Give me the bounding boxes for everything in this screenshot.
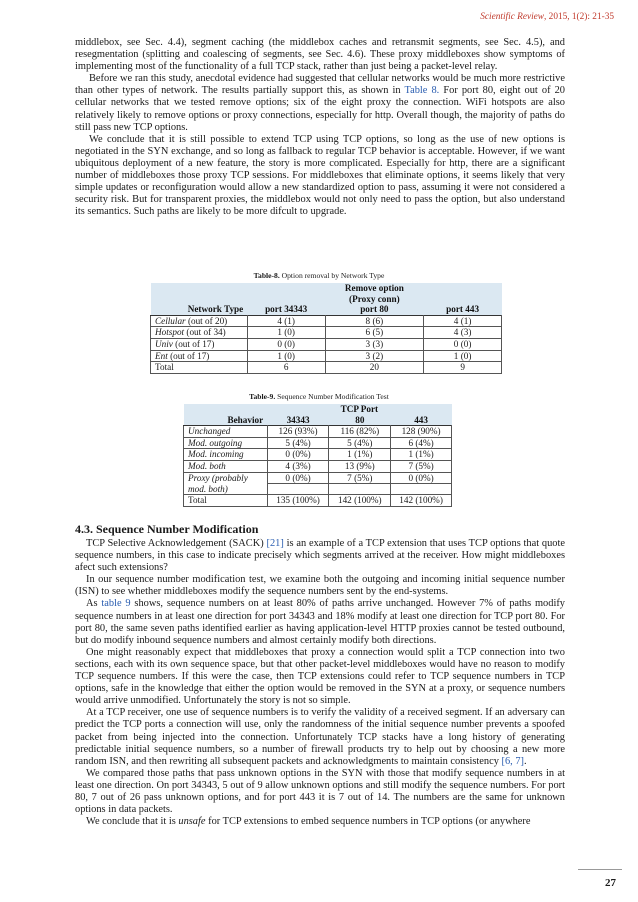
row-note: (out of 20) [187,315,228,326]
col-header-behavior: Behavior [184,415,268,426]
cell: 1 (0) [247,350,325,362]
caption-label: Table-8. [253,271,280,280]
table-row [151,315,502,327]
cell: 4 (3) [424,327,502,339]
table-header-row [151,283,502,294]
section-text-block [75,538,565,828]
cell: 7 (5%) [391,460,452,472]
cell: 1 (0) [247,327,325,339]
cell: 1 (1%) [329,449,391,461]
table-9-caption [0,392,638,401]
cell: 0 (0%) [267,449,329,461]
table-row [184,437,452,449]
table-row [151,338,502,350]
paragraph: middlebox, see Sec. 4.4), segment caching (the middlebox caches and retransmit segments, see Sec. 4.5), and resegmentation (splitting and coalescing of segments, see Sec. 4.6). These proxy middleboxes show symptoms of implementing most of the functionality of a full TCP stack, rather than just being a packet-level relay. [75,37,565,73]
paragraph [75,816,565,828]
col-header-network-type: Network Type [151,304,248,315]
col-header-port-80: port 80 [325,304,424,315]
row-label: Univ [155,338,173,349]
paragraph-text: We conclude that it is [86,816,176,828]
paragraph: We conclude that it is still possible to extend TCP using TCP options, so long as the use of new options is negotiated in the SYN exchange, and so long as fallback to regular TCP behavior is acceptable. However, if we want ubiquitous deployment of a new feature, the story is more complicated. Especially for http, there are a significant number of middleboxes those proxy TCP sessions. For middleboxes that eliminate options, it seems likely that very simple updates or reconfiguration would allow a new standardized option to pass, assuming it were not considered a security risk. But for transparent proxies, the middlebox would not only need to pass the option, but also understand its semantics. Such paths are likely to be more difcult to upgrade. [75,133,565,218]
cell: 128 (90%) [391,426,452,438]
caption-text: Option removal by Network Type [281,271,385,280]
cell: 4 (3%) [267,460,329,472]
cell: 5 (4%) [267,437,329,449]
row-note: (out of 34) [186,327,226,338]
caption-text: Sequence Number Modification Test [277,392,389,401]
col-header-80: 80 [329,415,391,426]
cell: 6 [247,362,325,374]
table-8 [150,283,502,374]
table-row [184,449,452,461]
col-header-port-443: port 443 [424,304,502,315]
row-label: Hotspot [155,327,185,338]
group-header: (Proxy conn) [325,294,424,305]
table-total-row [151,362,502,374]
paragraph [75,538,565,574]
paragraph: In our sequence number modification test, we examine both the outgoing and incoming initial sequence number (ISN) to see whether middleboxes modify the sequence numbers sent by the end-systems. [75,574,565,598]
row-label: Mod. incoming [184,449,268,461]
cell: 142 (100%) [391,495,452,507]
row-note: (out of 17) [170,350,210,361]
paragraph: One might reasonably expect that middleboxes that proxy a connection would split a TCP connection into two sections, each with its own sequence space, but that other packet-level middleboxes would have no reason to modify TCP sequence numbers. If this were the case, then TCP extensions could refer to TCP sequence numbers in TCP options, safe in the knowledge that either the option would be removed in the SYN at a proxy, or sequence numbers would arrive unmodified. Unfortunately the story is not so simple. [75,646,565,707]
paragraph-text: . [524,755,527,767]
row-label: Total [184,495,268,507]
table-row [151,327,502,339]
cell: 4 (1) [247,315,325,327]
paragraph [75,73,565,133]
cell: 20 [325,362,424,374]
cell: 135 (100%) [267,495,329,507]
row-label-continued: mod. both) [184,484,268,495]
caption-label: Table-9. [249,392,276,401]
table-row [184,484,452,495]
footer-rule [578,869,622,870]
row-label: Unchanged [184,426,268,438]
table-header-row [151,304,502,315]
paragraph [75,707,565,767]
row-label: Ent [155,350,168,361]
cell: 5 (4%) [329,437,391,449]
cell: 3 (2) [325,350,424,362]
cell: 8 (6) [325,315,424,327]
page-number: 27 [605,877,616,889]
emphasis: unsafe [178,816,206,828]
group-header: Remove option [325,283,424,294]
cell: 9 [424,362,502,374]
col-header-port-34343: port 34343 [247,304,325,315]
paragraph-text: is an example of a TCP extension that uses TCP options that quote sequence numbers, in this case to indicate precisely which segments arrived at the receiver. How might middleboxes afect such extensions? [75,538,566,574]
table-header-row [151,294,502,305]
cell: 6 (4%) [391,437,452,449]
table-8-caption [0,271,638,280]
cell: 4 (1) [424,315,502,327]
cell: 142 (100%) [329,495,391,507]
table-row [184,460,452,472]
running-header [480,12,614,22]
cell: 6 (5) [325,327,424,339]
paragraph: We compared those paths that pass unknown options in the SYN with those that modify sequence numbers in at least one direction. On port 34343, 5 out of 9 allow unknown options and still modify the sequence numbers. For port 80, 7 out of 26 pass unknown options, and for port 443 it is 7 out of 14. The numbers are the same for unknown options in data packets. [75,767,565,816]
cell: 0 (0%) [267,472,329,484]
table-8-link[interactable]: Table 8. [404,85,440,97]
table-row [184,426,452,438]
paragraph [75,598,565,646]
row-label: Proxy (probably [184,472,268,484]
paragraph-text: For port 80, eight out of 20 cellular networks that we tested remove options; six of the eight proxy the connection. WiFi hotspots are also relatively likely to remove options or proxy connections, especially for http. Overall though, the majority of paths do still pass new TCP options. [75,85,565,133]
paragraph-text: At a TCP receiver, one use of sequence numbers is to verify the validity of a received segment. If an adversary can predict the TCP ports a connection will use, only the randomness of the initial sequence number prevents a spoofed packet from being injected into the connection. Unfortunately TCP stacks have a long history of generating predictable initial sequence numbers, so a number of firewall products try to help out by choosing a new more random ISN, and then rewriting all subsequent packets and acknowledgments to maintain consistency [75,707,565,767]
paragraph-text: Before we ran this study, anecdotal evidence had suggested that cellular networks would be much more restrictive than other types of network. The results partially support this, as shown in [75,73,565,97]
col-header-34343: 34343 [267,415,329,426]
paragraph-text: for TCP extensions to embed sequence numbers in TCP options (or anywhere [208,816,531,828]
row-note: (out of 17) [175,338,215,349]
table-9-link[interactable]: table 9 [101,598,131,610]
top-text-block [75,37,565,218]
table-total-row [184,495,452,507]
row-label: Mod. both [184,460,268,472]
cell: 7 (5%) [329,472,391,484]
section-heading: 4.3. Sequence Number Modification [75,522,259,536]
cell: 116 (82%) [329,426,391,438]
cell: 1 (1%) [391,449,452,461]
group-header: TCP Port [267,404,451,415]
cell: 0 (0) [247,338,325,350]
journal-name: Scientific Review [480,12,545,22]
row-label: Total [151,362,248,374]
row-label: Cellular [155,315,186,326]
cell: 13 (9%) [329,460,391,472]
paragraph-text: shows, sequence numbers on at least 80% of paths arrive unchanged. However 7% of paths modify sequence numbers in at least one direction for port 34343 and 18% modify at least one direction for TCP port 80. For port 80, the same seven paths identified earlier as having application-level HTTP proxies cannot be tested outbound, but do modify inbound sequence numbers and almost certainly modify both directions. [75,598,565,646]
row-label: Mod. outgoing [184,437,268,449]
cell: 0 (0%) [391,472,452,484]
table-header-row [184,415,452,426]
table-row [151,350,502,362]
table-row [184,472,452,484]
table-9 [183,404,452,507]
paragraph-text: TCP Selective Acknowledgement (SACK) [86,538,264,549]
cell: 1 (0) [424,350,502,362]
cell: 3 (3) [325,338,424,350]
citation-link[interactable]: [6, 7] [501,755,525,767]
paragraph-text: As [86,598,98,610]
cell: 0 (0) [424,338,502,350]
table-header-row [184,404,452,415]
cell: 126 (93%) [267,426,329,438]
col-header-443: 443 [391,415,452,426]
journal-issue: , 2015, 1(2): 21-35 [544,12,614,22]
citation-link[interactable]: [21] [266,538,284,549]
